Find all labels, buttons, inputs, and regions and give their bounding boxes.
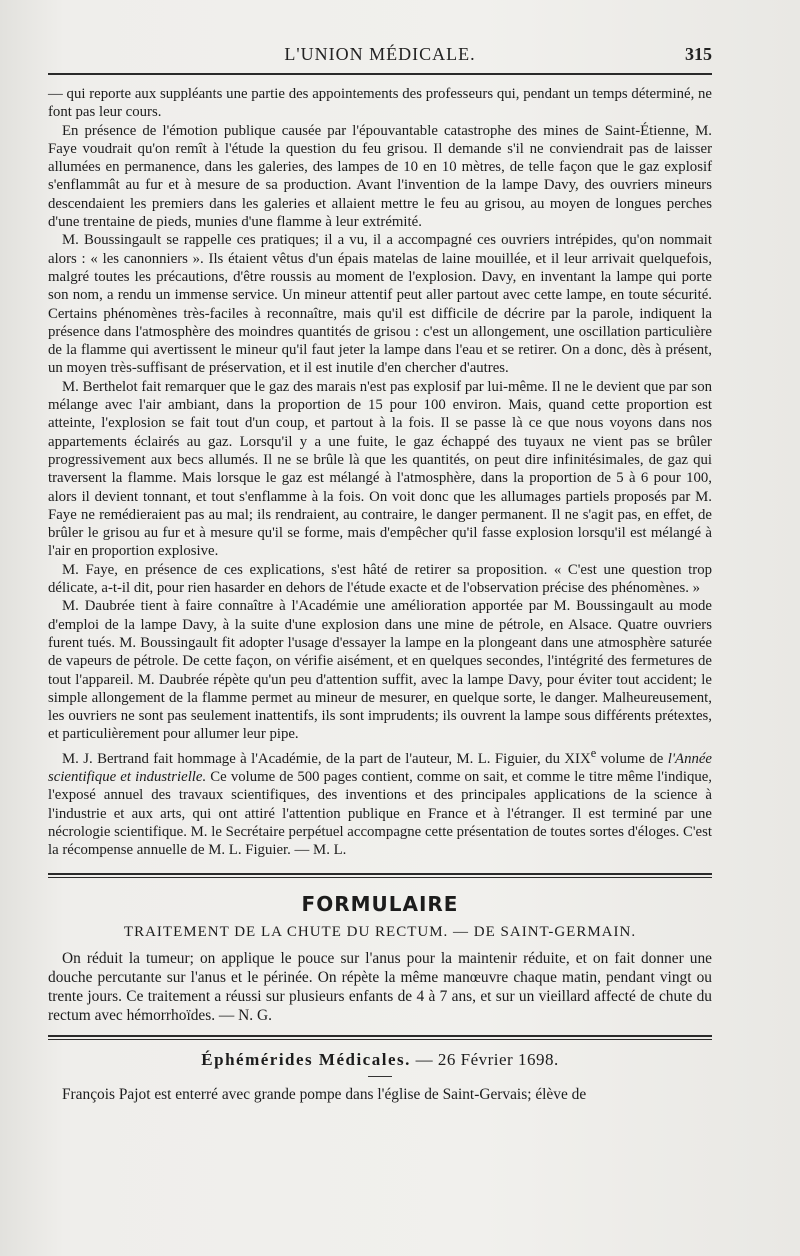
article-body	[48, 85, 712, 859]
bertrand-text-middle: volume de	[596, 750, 668, 767]
ephemerides-title: Éphémérides Médicales.	[201, 1050, 411, 1070]
running-title: L'UNION MÉDICALE.	[284, 44, 476, 64]
page-content	[48, 38, 712, 1104]
paragraph-bertrand	[48, 744, 712, 860]
bertrand-text-after: Ce volume de 500 pages contient, comme on sait, et comme le titre même l'indique, l'exposé annuel des travaux scientifiques, des inventions et des principales applications de la science à l'industrie et aux arts, qui ont attiré l'attention publique en France et à l'étranger. Il est terminé par une nécrologie scientifique. M. le Secrétaire perpétuel accompagne cette présentation de toutes sortes d'éloges. C'est la récompense annuelle de M. L. Figuier. — M. L.	[48, 768, 713, 859]
page-number: 315	[685, 44, 712, 64]
formulaire-body	[48, 949, 712, 1025]
section-rule	[48, 1035, 712, 1040]
header-rule	[48, 73, 712, 75]
ephemerides-text: François Pajot est enterré avec grande pompe dans l'église de Saint-Gervais; élève de	[62, 1086, 587, 1104]
paragraph: M. Boussingault se rappelle ces pratiques; il a vu, il a accompagné ces ouvriers intrépides, qu'on nommait alors : « les canonniers ». Ils étaient vêtus d'un épais matelas de laine mouillée, et il leur arrivait quelquefois, malgré toutes les précautions, d'être roussis au moment de l'explosion. Davy, en inventant la lampe qui porte son nom, a rendu un immense service. Un mineur attentif peut aller partout avec cette lampe, en toute sécurité. Certains phénomènes très-faciles à reconnaître, mais qu'il est difficile de décrire par la parole, indiquent la présence dans l'atmosphère des moindres quantités de grisou : c'est un allongement, une oscillation particulière de la flamme qui avertissent le mineur qu'il faut jeter la lampe dans l'eau et se retirer. On a donc, dès à présent, un moyen très-suffisant de préservation, et il est inutile d'en chercher d'autres.	[48, 232, 712, 377]
ephemerides-date: — 26 Février 1698.	[415, 1050, 559, 1070]
formulaire-heading: FORMULAIRE	[301, 892, 459, 917]
bertrand-text-before: M. J. Bertrand fait hommage à l'Académie, de la part de l'auteur, M. L. Figuier, du	[62, 750, 565, 767]
section-rule	[48, 873, 712, 878]
formulaire-subheading: TRAITEMENT DE LA CHUTE DU RECTUM. — DE SAINT-GERMAIN.	[123, 924, 637, 941]
ephemerides-heading	[48, 1050, 712, 1070]
book-title: l'Année scientifique et industrielle.	[48, 750, 712, 785]
page-header	[48, 38, 712, 72]
paragraph: M. Berthelot fait remarquer que le gaz des marais n'est pas explosif par lui-même. Il ne le devient que par son mélange avec l'air ambiant, dans la proportion de 15 pour 100 environ. Mais, quand cette proportion est atteinte, l'explosion se fait tout d'un coup, et partout à la fois. Il se passe là ce que nous voyons dans nos appartements éclairés au gaz. Lorsqu'il y a une fuite, le gaz échappé des tuyaux ne vient pas se brûler progressivement aux becs allumés. Il ne se brûle là que les quantités, on peut dire infinitésimales, de gaz qui traversent la flamme. Mais lorsque le gaz est mélangé à l'atmosphère, dans la proportion de 5 à 6 pour 100, alors il devient tonnant, et tout s'enflamme à la fois. On voit donc que les allumages partiels proposés par M. Faye ne remédieraient pas au mal; ils rendraient, au contraire, le danger permanent. Il ne s'agit pas, en effet, de brûler le grisou au fur et à mesure qu'il se forme, mais d'empêcher qu'il fasse explosion lorsqu'il est mélangé à l'air en proportion explosive.	[48, 378, 712, 560]
paragraph: — qui reporte aux suppléants une partie des appointements des professeurs qui, pendant un temps déterminé, ne font pas leur cours.	[48, 86, 712, 121]
paragraph: M. Daubrée tient à faire connaître à l'Académie une amélioration apportée par M. Boussingault au mode d'emploi de la lampe Davy, à la suite d'une explosion dans une mine de pétrole, en Alsace. Quatre ouvriers furent tués. M. Boussingault fit adopter l'usage d'essayer la lampe en la plongeant dans une atmosphère saturée de vapeurs de pétrole. De cette façon, on vérifie aisément, et en quelques secondes, l'intégrité des fermetures de tout l'appareil. M. Daubrée répète qu'un peu d'attention suffit, avec la lampe Davy, pour éviter tout accident; le simple allongement de la flamme permet au mineur de mesurer, en quelque sorte, le danger. Malheureusement, les ouvriers ne sont pas seulement inattentifs, ils sont imprudents; ils ouvrent la lampe sous différents prétextes, et particulièrement pour allumer leur pipe.	[48, 598, 712, 743]
formulaire-text: On réduit la tumeur; on applique le pouce sur l'anus pour la maintenir réduite, et on fait donner une douche percutante sur l'anus et le périnée. On répète la même manœuvre chaque matin, pendant vingt ou trente jours. Ce traitement a réussi sur plusieurs enfants de 4 à 7 ans, et sur un vieillard affecté de chute du rectum avec hémorrhoïdes. — N. G.	[48, 950, 712, 1025]
paragraph: En présence de l'émotion publique causée par l'épouvantable catastrophe des mines de Saint-Étienne, M. Faye voudrait qu'on remît à l'étude la question du feu grisou. Il demande s'il ne conviendrait pas de laisser allumées en permanence, dans les galeries, des lampes de 10 en 10 mètres, de telle façon que le gaz explosif s'enflammât au fur et à mesure de sa production. Avant l'invention de la lampe Davy, des ouvriers mineurs descendaient les premiers dans les galeries et allaient mettre le feu au grisou, au moyen de longues perches d'une trentaine de pieds, munies d'une flamme à leur extrémité.	[48, 122, 712, 231]
paragraph: M. Faye, en présence de ces explications, s'est hâté de retirer sa proposition. « C'est une question trop délicate, a-t-il dit, pour rien hasarder en dehors de l'étude exacte et de l'observation précise des phénomènes. »	[48, 561, 712, 597]
century-numeral: XIX	[564, 750, 591, 767]
short-divider	[368, 1076, 392, 1077]
century-superscript: e	[590, 745, 597, 760]
